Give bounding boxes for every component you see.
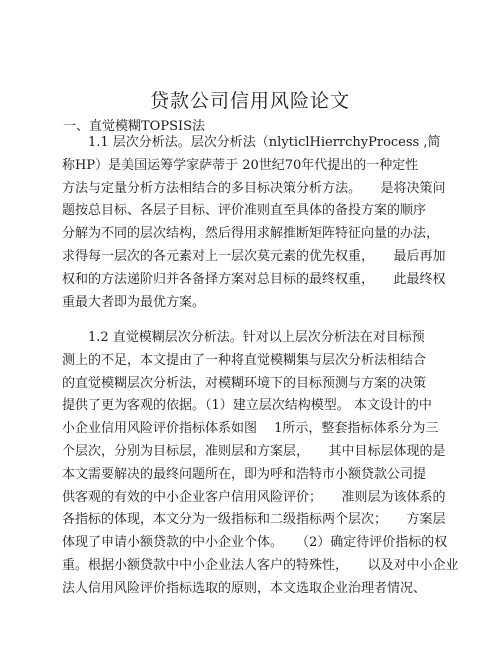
- text-line: 小企业信用风险评价指标体系如图 1所示，整套指标体系分为三: [62, 421, 439, 437]
- text-line: 各指标的体现，本文分为一级指标和二级指标两个层次； 方案层: [62, 512, 446, 528]
- text-line: 方法与定量分析方法相结合的多目标决策分析方法。 是将决策问: [62, 180, 446, 196]
- text-line: 本文需要解决的最终问题所在，即为呼和浩特市小额贷款公司提: [62, 466, 427, 482]
- section-heading: 一、直觉模糊TOPSIS法: [63, 119, 206, 134]
- text-line: 称HP）是美国运筹学家萨蒂于 20世纪70年代提出的一种定性: [62, 157, 419, 173]
- text-line: 1.1 层次分析法。层次分析法（nlyticlHierrchyProcess ,简: [62, 135, 441, 150]
- document-title: 贷款公司信用风险论文: [149, 90, 350, 112]
- text-line: 体现了申请小额贷款的中小企业个体。 （2）确定待评价指标的权: [62, 535, 448, 551]
- paragraph-1-2: [62, 327, 459, 601]
- text-line: 题按总目标、各层子目标、评价准则直至具体的备投方案的顺序: [62, 203, 427, 219]
- text-line: 求得每一层次的各元素对上一层次莫元素的优先权重， 最后再加: [62, 248, 446, 264]
- text-line: 分解为不同的层次结构，然后得用求解推断矩阵特征向量的办法，: [62, 226, 440, 242]
- text-line: 1.2 直觉模糊层次分析法。针对以上层次分析法在对目标预: [62, 330, 425, 345]
- text-line: 供客观的有效的中小企业客户信用风险评价； 准则层为该体系的: [62, 489, 446, 505]
- text-line: 提供了更为客观的依据。（1）建立层次结构模型。 本文设计的中: [62, 398, 432, 414]
- text-line: 重最大者即为最优方案。: [62, 294, 206, 310]
- text-line: 重。根据小额贷款中中小企业法人客户的特殊性， 以及对中小企业: [62, 557, 459, 573]
- text-line: 测上的不足，本文提由了一种将直觉模糊集与层次分析法相结合: [62, 352, 427, 368]
- paragraph-1-1: [62, 132, 446, 314]
- text-line: 个层次，分别为目标层，准则层和方案层， 其中目标层体现的是: [62, 443, 446, 459]
- text-line: 的直觉模糊层次分析法，对模糊环境下的目标预测与方案的决策: [62, 375, 427, 391]
- text-line: 权和的方法递阶归并各备择方案对总目标的最终权重， 此最终权: [62, 271, 446, 287]
- text-line: 法人信用风险评价指标选取的原则，本文选取企业治理者情况、: [62, 580, 427, 596]
